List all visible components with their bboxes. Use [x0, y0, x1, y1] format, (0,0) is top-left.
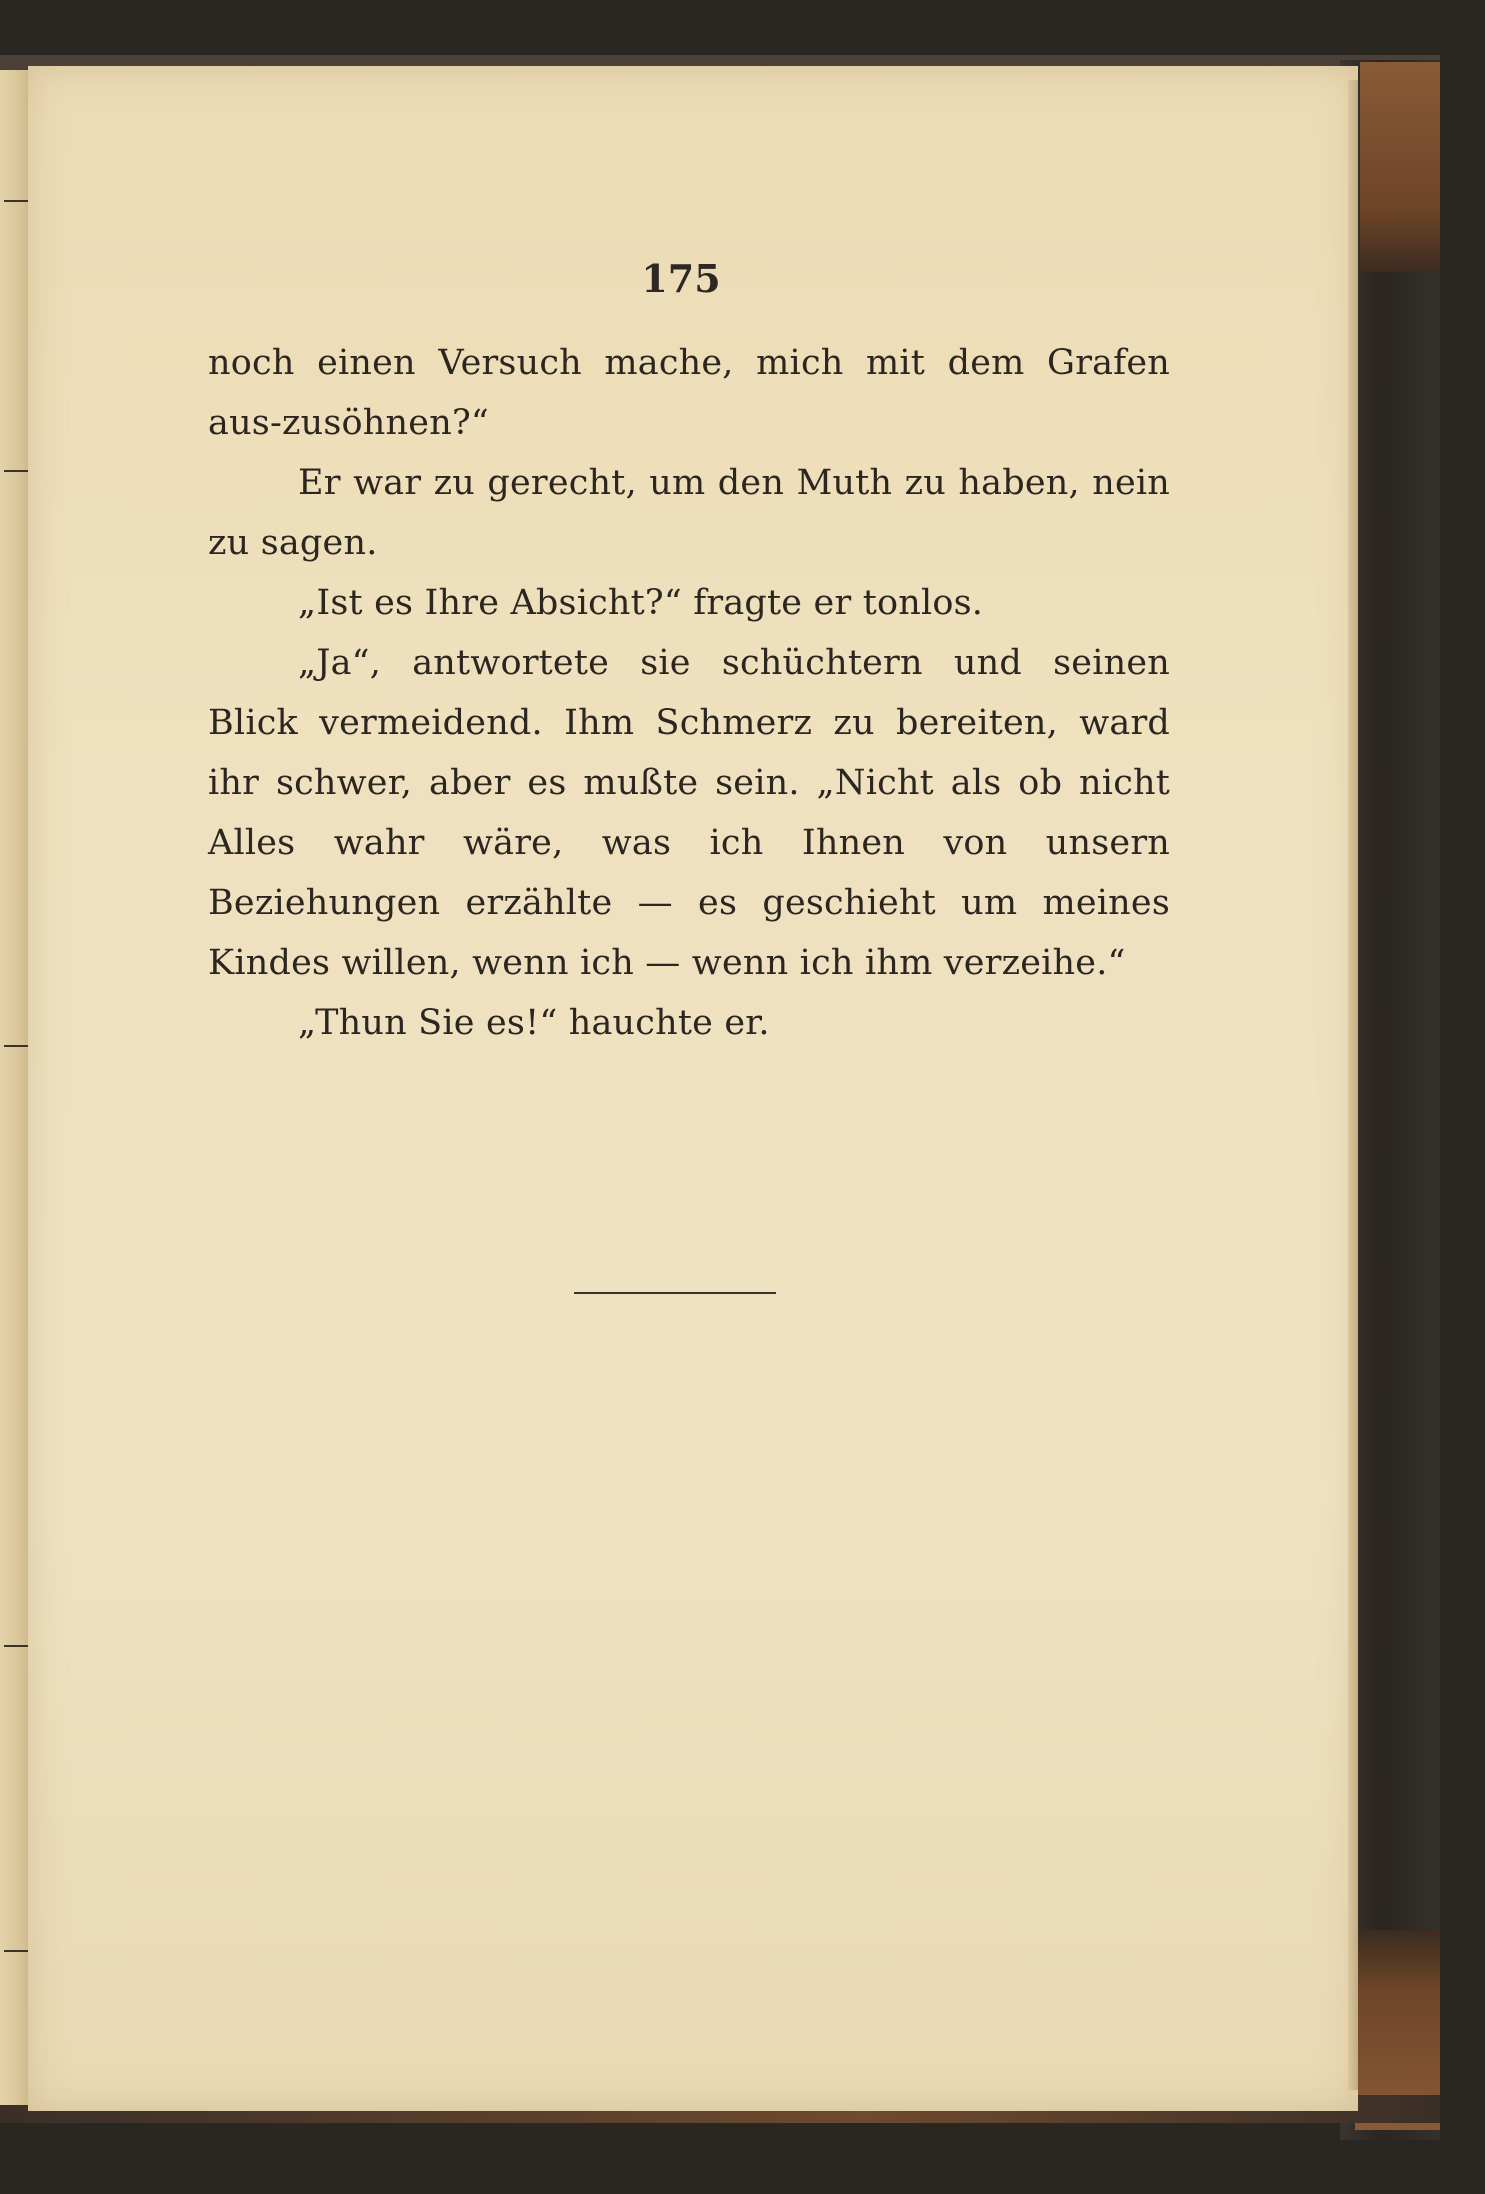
- leather-corner-top: [1360, 62, 1440, 272]
- paragraph: „Ja“, antwortete sie schüchtern und seinen Blick vermeidend. Ihm Schmerz zu bereiten, ward ihr schwer, aber es mußte sein. „Nicht als ob nicht Alles wahr wäre, was ich Ihnen von unsern Beziehungen erzählte — es geschieht um meines Kindes willen, wenn ich — wenn ich ihm verzeihe.“: [208, 643, 1170, 983]
- page-stack-edge: [1348, 80, 1358, 2090]
- paragraph: Er war zu gerecht, um den Muth zu haben, nein zu sagen.: [208, 463, 1170, 563]
- paragraph: „Thun Sie es!“ hauchte er.: [298, 1003, 770, 1043]
- paragraph: „Ist es Ihre Absicht?“ fragte er tonlos.: [298, 583, 984, 623]
- chapter-end-rule: [574, 1292, 776, 1294]
- page-number: 175: [641, 256, 721, 301]
- paragraph: noch einen Versuch mache, mich mit dem Grafen aus-zusöhnen?“: [208, 343, 1170, 443]
- body-text: [208, 333, 1170, 1053]
